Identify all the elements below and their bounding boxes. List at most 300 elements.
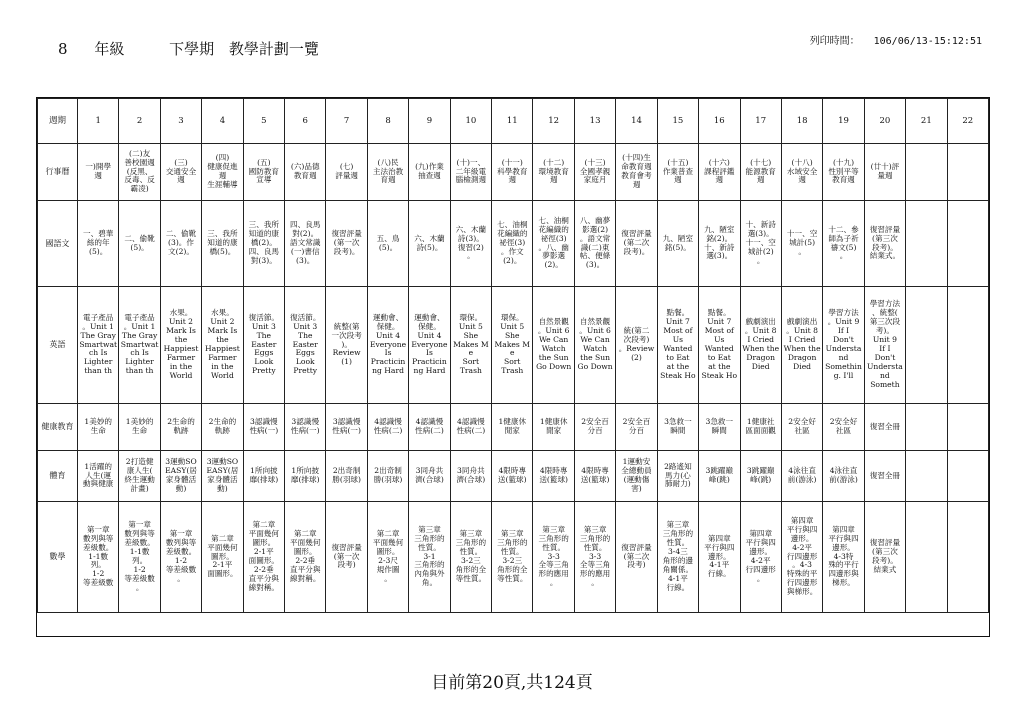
plan-cell (947, 201, 988, 287)
plan-cell-text: 3跳躍巔 峰(跳) (746, 466, 775, 484)
plan-cell-text: 電子產品 。Unit 1 The Gray Smartwat ch Is Lighter than th (79, 312, 118, 376)
plan-cell (574, 451, 615, 502)
plan-cell-text: 1活躍的 人生(運 動與健康 (83, 461, 114, 489)
week-number: 3 (160, 99, 201, 144)
plan-cell (823, 201, 864, 287)
plan-cell-text: 第一章 數列與等 差級數。 1-1數 列。 1-2 等差級數 (83, 524, 114, 588)
plan-cell (699, 502, 740, 613)
row-label-text: 體育 (49, 471, 66, 481)
plan-cell (616, 502, 657, 613)
plan-cell (823, 451, 864, 502)
plan-cell (740, 287, 781, 404)
plan-cell-text: 一、碧華 絲的年 (5)。 (83, 229, 114, 256)
page-header (58, 38, 319, 59)
week-number: 10 (450, 99, 491, 144)
plan-cell (823, 502, 864, 613)
plan-cell-text: 1運動安 全總動員 (運動傷 害) (621, 457, 652, 493)
plan-cell (160, 502, 201, 613)
plan-cell (906, 502, 947, 613)
plan-cell-text: (十一) 科學教育 週 (497, 157, 528, 185)
plan-cell-text: 1美妙的 生命 (84, 417, 113, 435)
plan-cell-text: 2安全百 分百 (581, 417, 609, 435)
plan-cell-text: 1健康社 區面面觀 (745, 417, 776, 435)
row-label (38, 201, 78, 287)
plan-cell-text (948, 201, 988, 286)
plan-cell-text (948, 404, 988, 450)
week-number: 11 (492, 99, 533, 144)
plan-cell-text: 1美妙的 生命 (125, 417, 154, 435)
plan-cell-text: (五) 國防教育 宣導 (248, 157, 280, 185)
plan-cell (202, 201, 243, 287)
plan-cell-text: 3認識慢 性病(一) (249, 417, 279, 435)
plan-cell (906, 201, 947, 287)
plan-cell (285, 201, 326, 287)
plan-cell (864, 144, 905, 201)
plan-cell-text: 一)開學 週 (85, 162, 112, 180)
subject-row (38, 502, 989, 613)
week-number: 21 (906, 99, 947, 144)
subject-row (38, 144, 989, 201)
plan-cell-text: 六、木蘭 詩(5)。 (414, 233, 445, 252)
plan-cell (326, 287, 367, 404)
week-number: 8 (367, 99, 408, 144)
plan-cell (533, 502, 574, 613)
row-label (38, 144, 78, 201)
plan-cell-text: (十三) 全國孝親 家庭月 (579, 157, 611, 185)
print-timestamp (810, 32, 982, 47)
plan-cell (947, 144, 988, 201)
plan-cell (160, 404, 201, 451)
subject-row (38, 404, 989, 451)
row-label (38, 502, 78, 613)
plan-cell-text: 4限時專 送(籃球) (539, 466, 569, 484)
plan-cell-text: 1所向披 靡(排球) (290, 466, 320, 484)
plan-cell-text: 4限時專 送(籃球) (497, 466, 527, 484)
plan-cell (243, 287, 284, 404)
plan-cell-text: (廿十)評 量週 (870, 162, 900, 180)
plan-cell (657, 287, 698, 404)
plan-cell (78, 201, 119, 287)
plan-cell-text: 2打造健 康人生( 終生運動 計畫) (124, 457, 155, 493)
plan-cell-text: 第二章 平面幾何 圖形。 2-3尺 規作圖 。 (372, 529, 404, 583)
plan-cell (699, 144, 740, 201)
plan-cell (492, 502, 533, 613)
plan-cell-text: 戲劇演出 。Unit 8 I Cried When the Dragon Died (742, 317, 780, 371)
subject-row (38, 451, 989, 502)
plan-cell-text: 4認識慢 性病(二) (373, 417, 403, 435)
plan-cell-text: 十二、參 師為子祈 禱文(5) 。 (828, 224, 859, 261)
plan-cell-text: 十、新詩 選(3)。 十一、空 城計(2) 。 (745, 220, 776, 265)
plan-cell (78, 404, 119, 451)
subject-row (38, 287, 989, 404)
week-number: 14 (616, 99, 657, 144)
plan-cell-text: 復習評量 (第二次 段考) (621, 542, 652, 570)
plan-cell (367, 502, 408, 613)
plan-cell-text: 第一章 數列與等 差級數。 1-2 等差級數 。 (165, 529, 197, 583)
plan-cell (285, 451, 326, 502)
plan-cell-text (906, 201, 946, 286)
plan-cell (864, 502, 905, 613)
row-label (38, 287, 78, 404)
plan-cell-text: 環保。 Unit 5 She Makes Me Sort Trash (494, 312, 531, 376)
row-label-text: 國語文 (45, 238, 70, 248)
plan-cell (657, 201, 698, 287)
plan-cell-text: 1健康休 閒家 (498, 417, 527, 435)
plan-cell-text: 二、偷靴 (3)。作 文(2)。 (165, 229, 197, 256)
plan-cell (119, 502, 160, 613)
week-number: 22 (947, 99, 988, 144)
plan-cell (119, 201, 160, 287)
plan-cell (450, 404, 491, 451)
plan-cell (160, 201, 201, 287)
plan-cell (740, 451, 781, 502)
plan-cell (533, 287, 574, 404)
plan-cell-text: 學習方法 。Unit 9 If I Don't Understa nd Somethin g. I'll (825, 308, 862, 380)
plan-cell (450, 451, 491, 502)
plan-cell-text: 七、油桐 花編織的 祕徑(3) 。作文 (2)。 (497, 220, 528, 265)
plan-cell-text: 第四章 平行與四 邊形。 4-2平 行四邊形 。4-3 特殊的平 行四邊形 與梯形。 (786, 515, 818, 597)
plan-cell-text: 第四章 平行與四 邊形。 4-3特 殊的平行 四邊形與 梯形。 (828, 524, 859, 588)
plan-cell (202, 287, 243, 404)
plan-cell-text: 五、鳥 (5)。 (376, 233, 400, 252)
teaching-plan-table (37, 98, 989, 613)
plan-cell-text: 2安全好 社區 (788, 417, 816, 435)
plan-cell-text: 3運動SO EASY(居 家身體活 動) (165, 457, 197, 493)
plan-cell (699, 451, 740, 502)
plan-cell (326, 144, 367, 201)
plan-cell (202, 502, 243, 613)
plan-cell (409, 201, 450, 287)
plan-cell-text (948, 451, 988, 501)
plan-cell (285, 404, 326, 451)
plan-cell (533, 144, 574, 201)
plan-cell-text: 4限時專 送(籃球) (580, 466, 610, 484)
plan-cell-text: 復習全冊 (869, 421, 901, 431)
plan-cell (243, 404, 284, 451)
plan-cell-text: 3認識慢 性病(一) (290, 417, 320, 435)
plan-cell (740, 201, 781, 287)
plan-cell (409, 144, 450, 201)
plan-cell-text: 戲劇演出 。Unit 8 I Cried When the Dragon Died (783, 317, 821, 371)
plan-cell (492, 201, 533, 287)
plan-cell (326, 451, 367, 502)
plan-cell-text: 4認識慢 性病(二) (456, 417, 486, 435)
plan-cell-text: 3急救一 瞬間 (705, 417, 734, 435)
plan-cell (906, 451, 947, 502)
row-label-text: 健康教育 (41, 422, 74, 432)
plan-cell-text: 統(第二 次段考) 。Review (2) (618, 326, 655, 362)
subject-row (38, 201, 989, 287)
plan-cell (947, 404, 988, 451)
plan-cell-text (948, 502, 988, 612)
plan-cell-text: 電子產品 。Unit 1 The Gray Smartwat ch Is Lighter than th (120, 312, 159, 376)
week-number: 19 (823, 99, 864, 144)
page-indicator: 目前第20頁,共124頁 (431, 673, 593, 693)
plan-cell-text (948, 144, 988, 200)
week-number: 20 (864, 99, 905, 144)
plan-cell-text: 學習方法 、統整( 第三次段 考)。 Unit 9 If I Don't Understa nd Someth (867, 299, 903, 389)
plan-cell-text: (十六) 課程評鑑 週 (704, 157, 735, 185)
plan-cell (492, 144, 533, 201)
plan-cell-text: 2安全百 分百 (622, 417, 651, 435)
plan-cell (367, 404, 408, 451)
print-time-label: 列印時間： (809, 36, 860, 47)
plan-cell-text: 復習評量 (第三次 段考)。 結業式。 (869, 224, 901, 261)
week-number: 17 (740, 99, 781, 144)
plan-cell-text: 復習評量 (第二次 段考)。 (621, 229, 652, 256)
week-number: 2 (119, 99, 160, 144)
plan-cell (409, 404, 450, 451)
term-label: 下學期 (169, 40, 215, 58)
plan-cell-text: 六、木蘭 詩(3)。 復習(2) 。 (455, 224, 487, 261)
plan-cell (616, 287, 657, 404)
plan-cell-text: 第三章 三角形的 性質。 3-2三 角形的全 等性質。 (497, 529, 528, 583)
plan-cell-text: 復習評量 (第三次 段考)。 結業式 (869, 538, 901, 574)
plan-cell (947, 502, 988, 613)
plan-cell (243, 502, 284, 613)
week-number: 18 (781, 99, 822, 144)
plan-cell-text: 1所向披 靡(排球) (249, 466, 279, 484)
plan-cell (119, 287, 160, 404)
plan-cell (906, 404, 947, 451)
plan-cell (657, 502, 698, 613)
plan-cell (616, 144, 657, 201)
plan-cell-text: 復活節。 Unit 3 The Easter Eggs Look Pretty (248, 312, 280, 376)
grade-label: 年級 (94, 40, 125, 58)
plan-cell (574, 404, 615, 451)
plan-cell-text: 自然景觀 。Unit 6 We Can Watch the Sun Go Down (536, 317, 572, 371)
plan-cell (326, 502, 367, 613)
plan-cell-text: 三、我所 知道的康 橋(2)。 四、良馬 對(3)。 (248, 220, 280, 265)
plan-cell-text: (四) 健康促進 週 生涯輔導 (207, 153, 238, 189)
plan-cell-text: 3跳躍巔 峰(跳) (705, 466, 734, 484)
plan-cell (616, 201, 657, 287)
plan-cell (326, 404, 367, 451)
plan-cell-text: 3同舟共 濟(合球) (456, 466, 486, 484)
week-number: 7 (326, 99, 367, 144)
plan-cell-text: 八、幽夢 影選(2) 。語文常 識(二)東 帖、便條 (3)。 (579, 215, 611, 270)
plan-cell-text: 復習評量 (第一次 段考)。 (331, 229, 362, 256)
plan-cell-text (906, 144, 946, 200)
plan-cell-text (906, 502, 946, 612)
plan-cell (657, 144, 698, 201)
plan-cell (947, 287, 988, 404)
plan-cell (616, 451, 657, 502)
plan-cell-text: 復活節。 Unit 3 The Easter Eggs Look Pretty (290, 312, 321, 376)
plan-cell-text: (十七) 能源教育 週 (745, 157, 776, 185)
plan-cell-text: 2生命的 軌跡 (167, 417, 195, 435)
plan-cell (450, 287, 491, 404)
plan-cell (78, 451, 119, 502)
week-number: 16 (699, 99, 740, 144)
plan-cell (740, 144, 781, 201)
plan-cell (781, 287, 822, 404)
plan-cell-text: 環保。 Unit 5 She Makes Me Sort Trash (453, 312, 489, 376)
plan-cell (657, 451, 698, 502)
plan-cell (864, 404, 905, 451)
plan-cell-text: (二)友 善校園週 (反黑、 反毒、反 霸凌) (124, 148, 155, 194)
plan-cell (906, 287, 947, 404)
plan-cell-text: 統整(第 一次段考 )。 Review (1) (331, 321, 362, 367)
plan-cell (409, 287, 450, 404)
grade-number: 8 (58, 40, 68, 58)
plan-cell (823, 404, 864, 451)
plan-cell-text: 2出奇制 勝(羽球) (332, 466, 361, 484)
plan-cell-text: 3認識慢 性病(一) (332, 417, 361, 435)
week-number: 4 (202, 99, 243, 144)
plan-cell (657, 404, 698, 451)
plan-cell-text: 第三章 三角形的 性質。 3-2三 角形的全 等性質。 (455, 529, 487, 583)
plan-cell-text: 3同舟共 濟(合球) (415, 466, 444, 484)
plan-cell-text: (十五) 作業普查 週 (662, 157, 694, 185)
plan-cell (160, 144, 201, 201)
plan-cell (574, 287, 615, 404)
plan-cell (367, 144, 408, 201)
plan-cell-text: (十八) 水域安全 週 (786, 157, 818, 185)
week-number: 6 (285, 99, 326, 144)
plan-cell (119, 404, 160, 451)
plan-cell (699, 201, 740, 287)
week-number: 1 (78, 99, 119, 144)
row-label-text: 行事曆 (45, 167, 70, 177)
row-label (38, 404, 78, 451)
plan-cell-text: 點餐。 Unit 7 Most of Us Wanted to Eat at the Steak Ho (660, 308, 696, 380)
plan-cell-text: 水果。 Unit 2 Mark Is the Happiest Farmer in the World (205, 308, 240, 380)
plan-cell-text: 第三章 三角形的 性質。 3-3 全等三角 形的應用 。 (579, 524, 611, 588)
plan-cell (574, 144, 615, 201)
plan-cell (285, 502, 326, 613)
plan-cell-text: 第二章 平面幾何 圖形。 2-1平 面圖形。 (207, 533, 238, 579)
plan-cell-text: 第四章 平行與四 邊形。 4-1平 行線。 (704, 533, 735, 579)
plan-cell (409, 502, 450, 613)
plan-cell (864, 201, 905, 287)
plan-cell-text (948, 287, 988, 403)
plan-cell (533, 201, 574, 287)
week-number: 13 (574, 99, 615, 144)
weeks-header-row (38, 99, 989, 144)
plan-cell (823, 144, 864, 201)
plan-cell (574, 502, 615, 613)
plan-cell-text: 第二章 平面幾何 圖形。 2-1平 面圖形。 2-2垂 直平分與 線對稱。 (248, 520, 280, 592)
plan-cell (781, 144, 822, 201)
plan-cell (367, 451, 408, 502)
plan-cell-text: 2出奇制 勝(羽球) (373, 466, 403, 484)
week-number: 5 (243, 99, 284, 144)
plan-cell-text: (八)民 主法治教 育週 (372, 157, 404, 185)
plan-cell-text: 點餐。 Unit 7 Most of Us Wanted to Eat at the Steak Ho (701, 308, 738, 380)
plan-cell (409, 451, 450, 502)
plan-cell-text: (十)一、 二年級電 腦檢測週 (455, 157, 487, 185)
plan-cell-text: 七、油桐 花編織的 祕徑(3) 。八、幽 夢影選 (2)。 (538, 215, 569, 270)
plan-cell (367, 287, 408, 404)
plan-cell-text: 3運動SO EASY(居 家身體活 動) (206, 457, 239, 493)
row-label-text: 英語 (49, 340, 66, 350)
week-number: 15 (657, 99, 698, 144)
plan-cell-text: 三、我所 知道的康 橋(5)。 (207, 229, 238, 256)
plan-cell (492, 287, 533, 404)
plan-cell (781, 201, 822, 287)
plan-cell (78, 287, 119, 404)
plan-cell (450, 144, 491, 201)
plan-cell (740, 502, 781, 613)
plan-cell (160, 287, 201, 404)
plan-cell (906, 144, 947, 201)
plan-cell (285, 287, 326, 404)
plan-cell (119, 144, 160, 201)
plan-cell-text: 九、陋室 銘(5)。 (662, 233, 694, 252)
plan-cell (202, 451, 243, 502)
plan-cell-text: 九、陋室 銘(2)。 十、新詩 選(3)。 (704, 224, 735, 261)
weeks-label: 週期 (38, 99, 78, 144)
week-number: 12 (533, 99, 574, 144)
plan-cell (781, 502, 822, 613)
plan-cell-text: 自然景觀 。Unit 6 We Can Watch the Sun Go Down (577, 317, 613, 371)
plan-cell-text: (十九) 性別平等 教育週 (828, 157, 859, 185)
plan-cell-text: 2生命的 軌跡 (208, 417, 237, 435)
plan-cell (533, 404, 574, 451)
plan-cell (450, 502, 491, 613)
plan-cell-text: 第一章 數列與等 差級數。 1-1數 列。 1-2 等差級數 。 (124, 520, 155, 592)
plan-cell-text: (三) 交通安全 週 (165, 157, 197, 185)
plan-cell-text (906, 404, 946, 450)
plan-cell-text: 復習評量 (第一次 段考) (331, 542, 362, 570)
plan-cell-text: 3急救一 瞬間 (664, 417, 692, 435)
plan-cell (119, 451, 160, 502)
plan-cell (864, 451, 905, 502)
plan-cell-text: 4認識慢 性病(二) (415, 417, 444, 435)
plan-cell (243, 201, 284, 287)
plan-cell (78, 144, 119, 201)
plan-cell (781, 451, 822, 502)
plan-cell (243, 451, 284, 502)
plan-cell-text: 第四章 平行與四 邊形。 4-2平 行四邊形 。 (745, 529, 776, 583)
plan-cell-text: 第三章 三角形的 性質。 3-3 全等三角 形的應用 。 (538, 524, 569, 588)
plan-cell-text: 水果。 Unit 2 Mark Is the Happiest Farmer in the World (163, 308, 199, 380)
plan-cell (202, 404, 243, 451)
plan-cell (740, 404, 781, 451)
plan-cell-text: 2路遙知 馬力(心 肺耐力) (664, 461, 692, 489)
print-time-value: 106/06/13-15:12:51 (873, 36, 982, 47)
plan-cell-text: 4泳往直 前(游泳) (787, 466, 817, 484)
plan-cell-text: 1健康休 閒家 (539, 417, 568, 435)
plan-cell (78, 502, 119, 613)
plan-cell-text: 二、偷靴 (5)。 (124, 233, 155, 252)
plan-cell (160, 451, 201, 502)
plan-cell (492, 451, 533, 502)
plan-cell-text: (十二) 環境教育 週 (538, 157, 569, 185)
plan-cell-text: 運動會、 保健。 Unit 4 Everyone Is Practicin ng Hard (411, 312, 448, 376)
plan-cell (367, 201, 408, 287)
plan-cell (492, 404, 533, 451)
plan-cell-text: (十四)生 命教育週 教育會考 週 (621, 153, 652, 189)
plan-cell (533, 451, 574, 502)
plan-cell-text: 復習全冊 (869, 470, 901, 480)
plan-cell-text: 四、良馬 對(2)。 語文常識 (一)書信 (3)。 (290, 220, 321, 265)
row-label-text: 數學 (49, 552, 66, 562)
plan-cell (823, 287, 864, 404)
plan-cell-text: 4泳往直 前(游泳) (829, 466, 858, 484)
plan-cell-text: (九)作業 抽查週 (415, 162, 444, 180)
plan-cell (699, 287, 740, 404)
plan-cell (243, 144, 284, 201)
plan-cell-text: 2安全好 社區 (829, 417, 858, 435)
plan-cell (202, 144, 243, 201)
plan-cell (947, 451, 988, 502)
plan-cell (450, 201, 491, 287)
plan-cell-text: (七) 評量週 (335, 162, 359, 180)
plan-cell-text: 第二章 平面幾何 圖形。 2-2垂 直平分與 線對稱。 (290, 529, 321, 583)
week-number: 9 (409, 99, 450, 144)
